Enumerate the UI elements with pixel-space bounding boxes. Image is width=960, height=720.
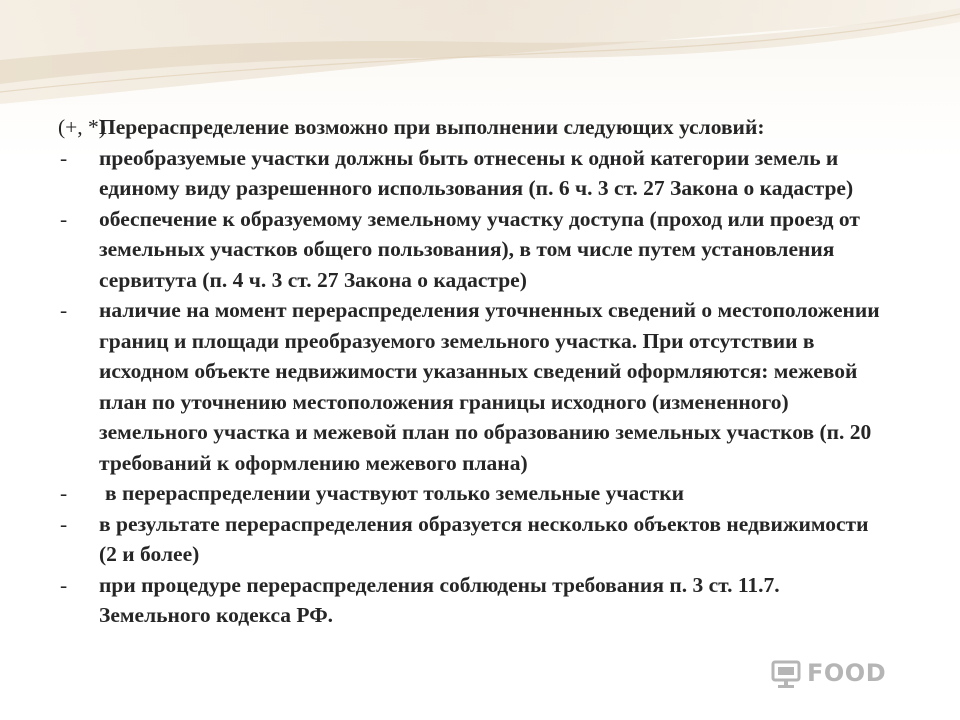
watermark <box>770 657 920 691</box>
list-dash: - <box>60 206 68 231</box>
list-dash: - <box>60 298 68 322</box>
intro-text: Перераспределение возможно при выполнении следующих условий: <box>99 115 765 139</box>
list-dash: - <box>60 145 68 170</box>
list-item-text: преобразуемые участки должны быть отнесены к одной категории земель и единому виду разрешенного использования (п. 6 ч. 3 ст. 27 Закона о кадастре) <box>99 145 854 200</box>
list-item <box>58 570 888 631</box>
list-item-text: в перераспределении участвуют только земельные участки <box>105 481 685 505</box>
list-dash: - <box>60 572 68 597</box>
watermark-text: FOOD <box>807 659 887 687</box>
list-item-text: при процедуре перераспределения соблюдены требования п. 3 ст. 11.7. Земельного кодекса РФ. <box>99 572 780 627</box>
list-item <box>58 509 888 570</box>
intro-paragraph <box>58 112 888 143</box>
list-item-text: в результате перераспределения образуется несколько объектов недвижимости (2 и более) <box>99 511 869 566</box>
intro-prefix: (+, *) <box>58 115 106 139</box>
list-item-text: наличие на момент перераспределения уточненных сведений о местоположении границ и площади преобразуемого земельного участка. При отсутствии в исходном объекте недвижимости указанных сведений оформляются: межевой план по уточнению местоположения границы исходного (измененного) земельного участка и межевой план по образованию земельных участков (п. 20 требований к оформлению межевого плана) <box>99 298 880 475</box>
list-dash: - <box>60 511 68 536</box>
decorative-header-swoosh <box>0 0 960 120</box>
list-dash: - <box>60 481 68 505</box>
conditions-list <box>58 143 888 631</box>
list-item <box>58 204 888 296</box>
presentation-logo-icon <box>770 658 804 690</box>
list-item <box>58 143 888 204</box>
list-item <box>58 295 888 478</box>
list-item-text: обеспечение к образуемому земельному участку доступа (проход или проезд от земельных участков общего пользования), в том числе путем установления сервитута (п. 4 ч. 3 ст. 27 Закона о кадастре) <box>99 206 860 292</box>
list-item <box>58 478 888 509</box>
slide-body <box>58 112 888 631</box>
